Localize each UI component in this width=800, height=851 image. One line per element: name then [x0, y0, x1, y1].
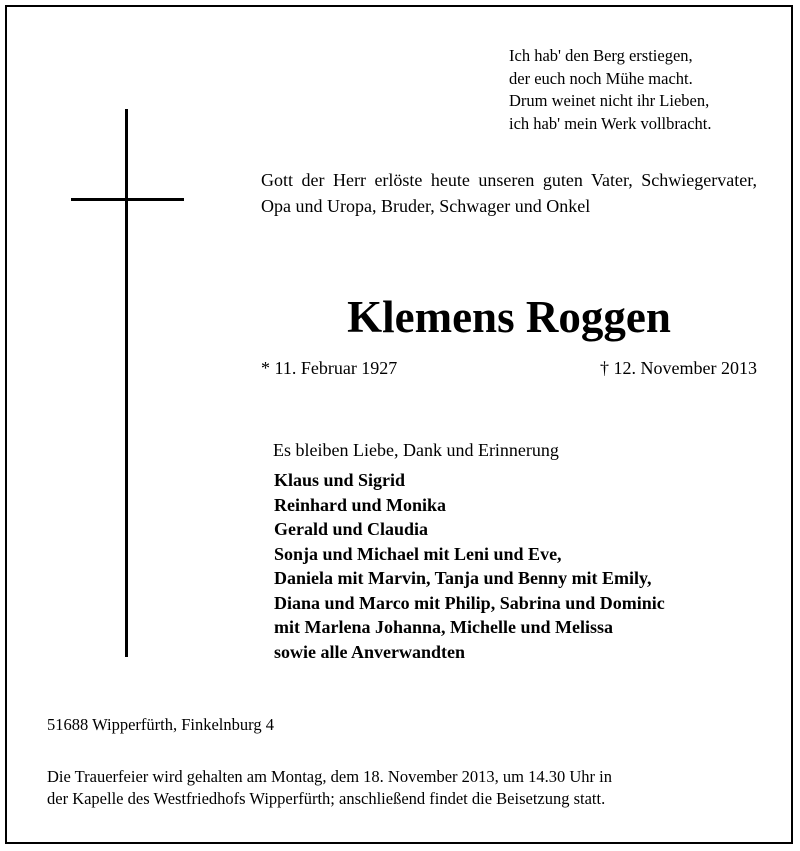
birth-date: * 11. Februar 1927	[261, 358, 398, 378]
mourner-line: sowie alle Anverwandten	[274, 641, 465, 662]
mourner-line: Klaus und Sigrid	[274, 470, 406, 490]
mourner-line: Daniela mit Marvin, Tanja und Benny mit Emily,	[274, 568, 652, 588]
poem	[509, 45, 712, 135]
address: 51688 Wipperfürth, Finkelnburg 4	[47, 715, 274, 734]
poem-line: der euch noch Mühe macht.	[509, 68, 693, 88]
funeral-line: der Kapelle des Westfriedhofs Wipperfürth; anschließend findet die Beisetzung statt.	[47, 789, 606, 808]
deceased-name: Klemens Roggen	[347, 292, 671, 342]
poem-line: Drum weinet nicht ihr Lieben,	[509, 91, 710, 110]
death-date: † 12. November 2013	[600, 358, 757, 378]
mourner-line: Sonja und Michael mit Leni und Eve,	[274, 543, 562, 564]
remembrance-line: Es bleiben Liebe, Dank und Erinnerung	[273, 440, 559, 460]
intro-text: Gott der Herr erlöste heute unseren guten Vater, Schwiegervater, Opa und Uropa, Bruder, Schwager und Onkel	[261, 170, 757, 216]
funeral-line: Die Trauerfeier wird gehalten am Montag, dem 18. November 2013, um 14.30 Uhr in	[47, 767, 613, 786]
mourner-line: Gerald und Claudia	[274, 519, 429, 539]
mourner-line: mit Marlena Johanna, Michelle und Melissa	[274, 617, 613, 637]
mourner-line: Diana und Marco mit Philip, Sabrina und Dominic	[274, 592, 665, 613]
funeral-info	[47, 766, 755, 810]
cross-horizontal-bar	[71, 198, 184, 201]
cross-vertical-bar	[125, 109, 128, 657]
poem-line: Ich hab' den Berg erstiegen,	[509, 46, 693, 65]
poem-line: ich hab' mein Werk vollbracht.	[509, 113, 712, 133]
mourners-list	[274, 468, 665, 664]
mourner-line: Reinhard und Monika	[274, 494, 447, 515]
